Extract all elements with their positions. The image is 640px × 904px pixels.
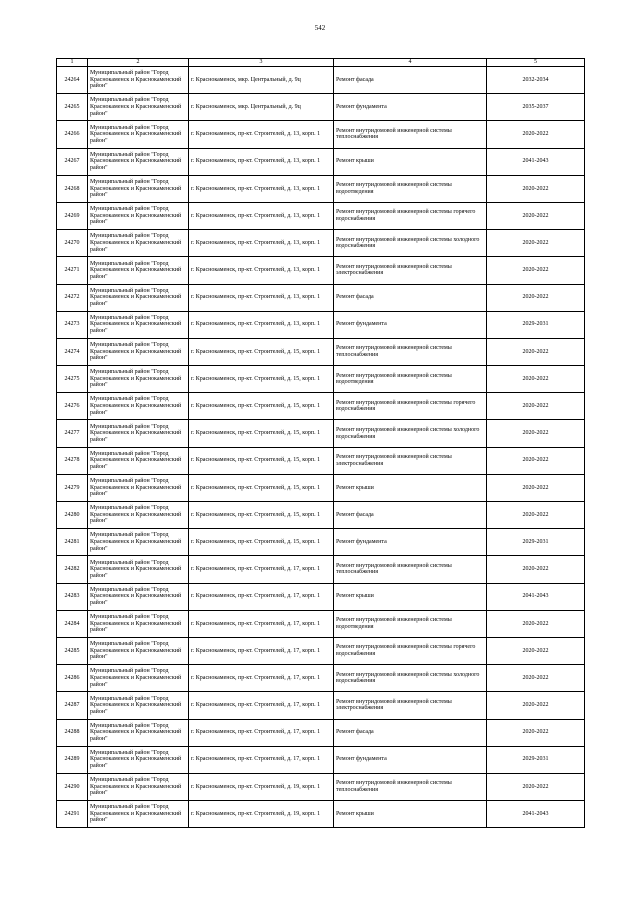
row-number-cell: 24280 bbox=[57, 502, 88, 529]
row-number-cell: 24268 bbox=[57, 175, 88, 202]
address-cell: г. Краснокаменск, пр-кт. Строителей, д. 15, корп. 1 bbox=[189, 502, 334, 529]
work-type-cell: Ремонт внутридомовой инженерной системы электроснабжения bbox=[334, 447, 487, 474]
work-type-cell: Ремонт внутридомовой инженерной системы электроснабжения bbox=[334, 257, 487, 284]
table-row bbox=[57, 420, 585, 447]
address-cell: г. Краснокаменск, пр-кт. Строителей, д. 19, корп. 1 bbox=[189, 801, 334, 828]
work-type-cell: Ремонт внутридомовой инженерной системы теплоснабжения bbox=[334, 338, 487, 365]
table-row bbox=[57, 773, 585, 800]
row-number-cell: 24271 bbox=[57, 257, 88, 284]
row-number-cell: 24279 bbox=[57, 474, 88, 501]
table-row bbox=[57, 284, 585, 311]
work-type-cell: Ремонт внутридомовой инженерной системы водоотведения bbox=[334, 610, 487, 637]
row-number-cell: 24264 bbox=[57, 67, 88, 94]
work-type-cell: Ремонт фасада bbox=[334, 502, 487, 529]
table-row bbox=[57, 801, 585, 828]
address-cell: г. Краснокаменск, пр-кт. Строителей, д. 17, корп. 1 bbox=[189, 556, 334, 583]
address-cell: г. Краснокаменск, пр-кт. Строителей, д. 13, корп. 1 bbox=[189, 202, 334, 229]
table-row bbox=[57, 148, 585, 175]
table-row bbox=[57, 311, 585, 338]
table-row bbox=[57, 474, 585, 501]
municipality-cell: Муниципальный район "Город Краснокаменск и Краснокаменский район" bbox=[88, 311, 189, 338]
work-type-cell: Ремонт фундамента bbox=[334, 746, 487, 773]
table-row bbox=[57, 692, 585, 719]
address-cell: г. Краснокаменск, пр-кт. Строителей, д. 13, корп. 1 bbox=[189, 230, 334, 257]
municipality-cell: Муниципальный район "Город Краснокаменск и Краснокаменский район" bbox=[88, 257, 189, 284]
work-type-cell: Ремонт фасада bbox=[334, 67, 487, 94]
municipality-cell: Муниципальный район "Город Краснокаменск и Краснокаменский район" bbox=[88, 773, 189, 800]
work-type-cell: Ремонт внутридомовой инженерной системы горячего водоснабжения bbox=[334, 202, 487, 229]
municipality-cell: Муниципальный район "Город Краснокаменск и Краснокаменский район" bbox=[88, 474, 189, 501]
column-number-row bbox=[57, 59, 585, 67]
period-cell: 2029-2031 bbox=[487, 529, 585, 556]
address-cell: г. Краснокаменск, пр-кт. Строителей, д. 17, корп. 1 bbox=[189, 637, 334, 664]
address-cell: г. Краснокаменск, пр-кт. Строителей, д. 17, корп. 1 bbox=[189, 583, 334, 610]
row-number-cell: 24270 bbox=[57, 230, 88, 257]
period-cell: 2020-2022 bbox=[487, 175, 585, 202]
table-row bbox=[57, 202, 585, 229]
row-number-cell: 24288 bbox=[57, 719, 88, 746]
municipality-cell: Муниципальный район "Город Краснокаменск и Краснокаменский район" bbox=[88, 121, 189, 148]
work-type-cell: Ремонт внутридомовой инженерной системы горячего водоснабжения bbox=[334, 637, 487, 664]
column-header: 3 bbox=[189, 59, 334, 67]
work-type-cell: Ремонт внутридомовой инженерной системы теплоснабжения bbox=[334, 121, 487, 148]
period-cell: 2020-2022 bbox=[487, 502, 585, 529]
row-number-cell: 24281 bbox=[57, 529, 88, 556]
period-cell: 2020-2022 bbox=[487, 284, 585, 311]
municipality-cell: Муниципальный район "Город Краснокаменск и Краснокаменский район" bbox=[88, 202, 189, 229]
address-cell: г. Краснокаменск, пр-кт. Строителей, д. 15, корп. 1 bbox=[189, 338, 334, 365]
period-cell: 2041-2043 bbox=[487, 148, 585, 175]
table-body bbox=[57, 67, 585, 828]
register-table bbox=[56, 58, 585, 828]
period-cell: 2029-2031 bbox=[487, 311, 585, 338]
address-cell: г. Краснокаменск, пр-кт. Строителей, д. 13, корп. 1 bbox=[189, 284, 334, 311]
row-number-cell: 24283 bbox=[57, 583, 88, 610]
work-type-cell: Ремонт внутридомовой инженерной системы водоотведения bbox=[334, 366, 487, 393]
municipality-cell: Муниципальный район "Город Краснокаменск и Краснокаменский район" bbox=[88, 338, 189, 365]
period-cell: 2041-2043 bbox=[487, 583, 585, 610]
period-cell: 2029-2031 bbox=[487, 746, 585, 773]
address-cell: г. Краснокаменск, пр-кт. Строителей, д. 17, корп. 1 bbox=[189, 610, 334, 637]
table-row bbox=[57, 556, 585, 583]
municipality-cell: Муниципальный район "Город Краснокаменск и Краснокаменский район" bbox=[88, 719, 189, 746]
work-type-cell: Ремонт внутридомовой инженерной системы холодного водоснабжения bbox=[334, 420, 487, 447]
row-number-cell: 24267 bbox=[57, 148, 88, 175]
table-row bbox=[57, 121, 585, 148]
period-cell: 2020-2022 bbox=[487, 121, 585, 148]
address-cell: г. Краснокаменск, пр-кт. Строителей, д. 15, корп. 1 bbox=[189, 447, 334, 474]
work-type-cell: Ремонт фасада bbox=[334, 719, 487, 746]
address-cell: г. Краснокаменск, пр-кт. Строителей, д. 17, корп. 1 bbox=[189, 692, 334, 719]
municipality-cell: Муниципальный район "Город Краснокаменск и Краснокаменский район" bbox=[88, 366, 189, 393]
municipality-cell: Муниципальный район "Город Краснокаменск и Краснокаменский район" bbox=[88, 284, 189, 311]
table-row bbox=[57, 637, 585, 664]
work-type-cell: Ремонт фасада bbox=[334, 284, 487, 311]
address-cell: г. Краснокаменск, пр-кт. Строителей, д. 13, корп. 1 bbox=[189, 148, 334, 175]
municipality-cell: Муниципальный район "Город Краснокаменск и Краснокаменский район" bbox=[88, 447, 189, 474]
period-cell: 2032-2034 bbox=[487, 67, 585, 94]
table-row bbox=[57, 366, 585, 393]
row-number-cell: 24290 bbox=[57, 773, 88, 800]
municipality-cell: Муниципальный район "Город Краснокаменск и Краснокаменский район" bbox=[88, 230, 189, 257]
work-type-cell: Ремонт крыши bbox=[334, 474, 487, 501]
work-type-cell: Ремонт фундамента bbox=[334, 529, 487, 556]
table-row bbox=[57, 583, 585, 610]
work-type-cell: Ремонт фундамента bbox=[334, 311, 487, 338]
period-cell: 2041-2043 bbox=[487, 801, 585, 828]
table-row bbox=[57, 257, 585, 284]
row-number-cell: 24273 bbox=[57, 311, 88, 338]
address-cell: г. Краснокаменск, пр-кт. Строителей, д. 13, корп. 1 bbox=[189, 311, 334, 338]
municipality-cell: Муниципальный район "Город Краснокаменск и Краснокаменский район" bbox=[88, 529, 189, 556]
period-cell: 2020-2022 bbox=[487, 447, 585, 474]
table-row bbox=[57, 746, 585, 773]
address-cell: г. Краснокаменск, пр-кт. Строителей, д. 15, корп. 1 bbox=[189, 420, 334, 447]
address-cell: г. Краснокаменск, пр-кт. Строителей, д. 13, корп. 1 bbox=[189, 175, 334, 202]
row-number-cell: 24285 bbox=[57, 637, 88, 664]
row-number-cell: 24275 bbox=[57, 366, 88, 393]
work-type-cell: Ремонт внутридомовой инженерной системы электроснабжения bbox=[334, 692, 487, 719]
address-cell: г. Краснокаменск, пр-кт. Строителей, д. 17, корп. 1 bbox=[189, 665, 334, 692]
row-number-cell: 24284 bbox=[57, 610, 88, 637]
table-row bbox=[57, 393, 585, 420]
table-row bbox=[57, 175, 585, 202]
row-number-cell: 24289 bbox=[57, 746, 88, 773]
row-number-cell: 24277 bbox=[57, 420, 88, 447]
period-cell: 2035-2037 bbox=[487, 94, 585, 121]
work-type-cell: Ремонт крыши bbox=[334, 801, 487, 828]
municipality-cell: Муниципальный район "Город Краснокаменск и Краснокаменский район" bbox=[88, 746, 189, 773]
period-cell: 2020-2022 bbox=[487, 393, 585, 420]
address-cell: г. Краснокаменск, пр-кт. Строителей, д. 15, корп. 1 bbox=[189, 529, 334, 556]
period-cell: 2020-2022 bbox=[487, 366, 585, 393]
period-cell: 2020-2022 bbox=[487, 420, 585, 447]
municipality-cell: Муниципальный район "Город Краснокаменск и Краснокаменский район" bbox=[88, 420, 189, 447]
municipality-cell: Муниципальный район "Город Краснокаменск и Краснокаменский район" bbox=[88, 148, 189, 175]
municipality-cell: Муниципальный район "Город Краснокаменск и Краснокаменский район" bbox=[88, 610, 189, 637]
table-row bbox=[57, 338, 585, 365]
column-header: 1 bbox=[57, 59, 88, 67]
table-row bbox=[57, 230, 585, 257]
period-cell: 2020-2022 bbox=[487, 230, 585, 257]
row-number-cell: 24287 bbox=[57, 692, 88, 719]
municipality-cell: Муниципальный район "Город Краснокаменск и Краснокаменский район" bbox=[88, 637, 189, 664]
work-type-cell: Ремонт крыши bbox=[334, 148, 487, 175]
row-number-cell: 24286 bbox=[57, 665, 88, 692]
address-cell: г. Краснокаменск, пр-кт. Строителей, д. 17, корп. 1 bbox=[189, 719, 334, 746]
table-row bbox=[57, 502, 585, 529]
work-type-cell: Ремонт внутридомовой инженерной системы теплоснабжения bbox=[334, 556, 487, 583]
period-cell: 2020-2022 bbox=[487, 257, 585, 284]
municipality-cell: Муниципальный район "Город Краснокаменск и Краснокаменский район" bbox=[88, 175, 189, 202]
period-cell: 2020-2022 bbox=[487, 202, 585, 229]
period-cell: 2020-2022 bbox=[487, 637, 585, 664]
address-cell: г. Краснокаменск, пр-кт. Строителей, д. 17, корп. 1 bbox=[189, 746, 334, 773]
work-type-cell: Ремонт внутридомовой инженерной системы холодного водоснабжения bbox=[334, 230, 487, 257]
period-cell: 2020-2022 bbox=[487, 474, 585, 501]
municipality-cell: Муниципальный район "Город Краснокаменск и Краснокаменский район" bbox=[88, 502, 189, 529]
table-row bbox=[57, 610, 585, 637]
row-number-cell: 24291 bbox=[57, 801, 88, 828]
row-number-cell: 24274 bbox=[57, 338, 88, 365]
address-cell: г. Краснокаменск, пр-кт. Строителей, д. 15, корп. 1 bbox=[189, 474, 334, 501]
period-cell: 2020-2022 bbox=[487, 773, 585, 800]
municipality-cell: Муниципальный район "Город Краснокаменск и Краснокаменский район" bbox=[88, 801, 189, 828]
work-type-cell: Ремонт внутридомовой инженерной системы теплоснабжения bbox=[334, 773, 487, 800]
period-cell: 2020-2022 bbox=[487, 338, 585, 365]
municipality-cell: Муниципальный район "Город Краснокаменск и Краснокаменский район" bbox=[88, 556, 189, 583]
period-cell: 2020-2022 bbox=[487, 556, 585, 583]
table-row bbox=[57, 529, 585, 556]
address-cell: г. Краснокаменск, мкр. Центральный, д. 9ц bbox=[189, 94, 334, 121]
address-cell: г. Краснокаменск, пр-кт. Строителей, д. 13, корп. 1 bbox=[189, 121, 334, 148]
period-cell: 2020-2022 bbox=[487, 719, 585, 746]
row-number-cell: 24272 bbox=[57, 284, 88, 311]
municipality-cell: Муниципальный район "Город Краснокаменск и Краснокаменский район" bbox=[88, 665, 189, 692]
address-cell: г. Краснокаменск, пр-кт. Строителей, д. 19, корп. 1 bbox=[189, 773, 334, 800]
period-cell: 2020-2022 bbox=[487, 665, 585, 692]
table-row bbox=[57, 67, 585, 94]
period-cell: 2020-2022 bbox=[487, 692, 585, 719]
work-type-cell: Ремонт фундамента bbox=[334, 94, 487, 121]
column-header: 5 bbox=[487, 59, 585, 67]
table-row bbox=[57, 94, 585, 121]
column-header: 2 bbox=[88, 59, 189, 67]
row-number-cell: 24282 bbox=[57, 556, 88, 583]
row-number-cell: 24266 bbox=[57, 121, 88, 148]
address-cell: г. Краснокаменск, мкр. Центральный, д. 9ц bbox=[189, 67, 334, 94]
work-type-cell: Ремонт внутридомовой инженерной системы холодного водоснабжения bbox=[334, 665, 487, 692]
page-number: 542 bbox=[314, 24, 326, 32]
period-cell: 2020-2022 bbox=[487, 610, 585, 637]
column-header: 4 bbox=[334, 59, 487, 67]
table-row bbox=[57, 665, 585, 692]
municipality-cell: Муниципальный район "Город Краснокаменск и Краснокаменский район" bbox=[88, 94, 189, 121]
address-cell: г. Краснокаменск, пр-кт. Строителей, д. 15, корп. 1 bbox=[189, 393, 334, 420]
row-number-cell: 24276 bbox=[57, 393, 88, 420]
table-row bbox=[57, 447, 585, 474]
row-number-cell: 24269 bbox=[57, 202, 88, 229]
municipality-cell: Муниципальный район "Город Краснокаменск и Краснокаменский район" bbox=[88, 67, 189, 94]
row-number-cell: 24265 bbox=[57, 94, 88, 121]
address-cell: г. Краснокаменск, пр-кт. Строителей, д. 13, корп. 1 bbox=[189, 257, 334, 284]
table-row bbox=[57, 719, 585, 746]
municipality-cell: Муниципальный район "Город Краснокаменск и Краснокаменский район" bbox=[88, 692, 189, 719]
address-cell: г. Краснокаменск, пр-кт. Строителей, д. 15, корп. 1 bbox=[189, 366, 334, 393]
municipality-cell: Муниципальный район "Город Краснокаменск и Краснокаменский район" bbox=[88, 393, 189, 420]
municipality-cell: Муниципальный район "Город Краснокаменск и Краснокаменский район" bbox=[88, 583, 189, 610]
work-type-cell: Ремонт внутридомовой инженерной системы водоотведения bbox=[334, 175, 487, 202]
work-type-cell: Ремонт крыши bbox=[334, 583, 487, 610]
work-type-cell: Ремонт внутридомовой инженерной системы горячего водоснабжения bbox=[334, 393, 487, 420]
row-number-cell: 24278 bbox=[57, 447, 88, 474]
